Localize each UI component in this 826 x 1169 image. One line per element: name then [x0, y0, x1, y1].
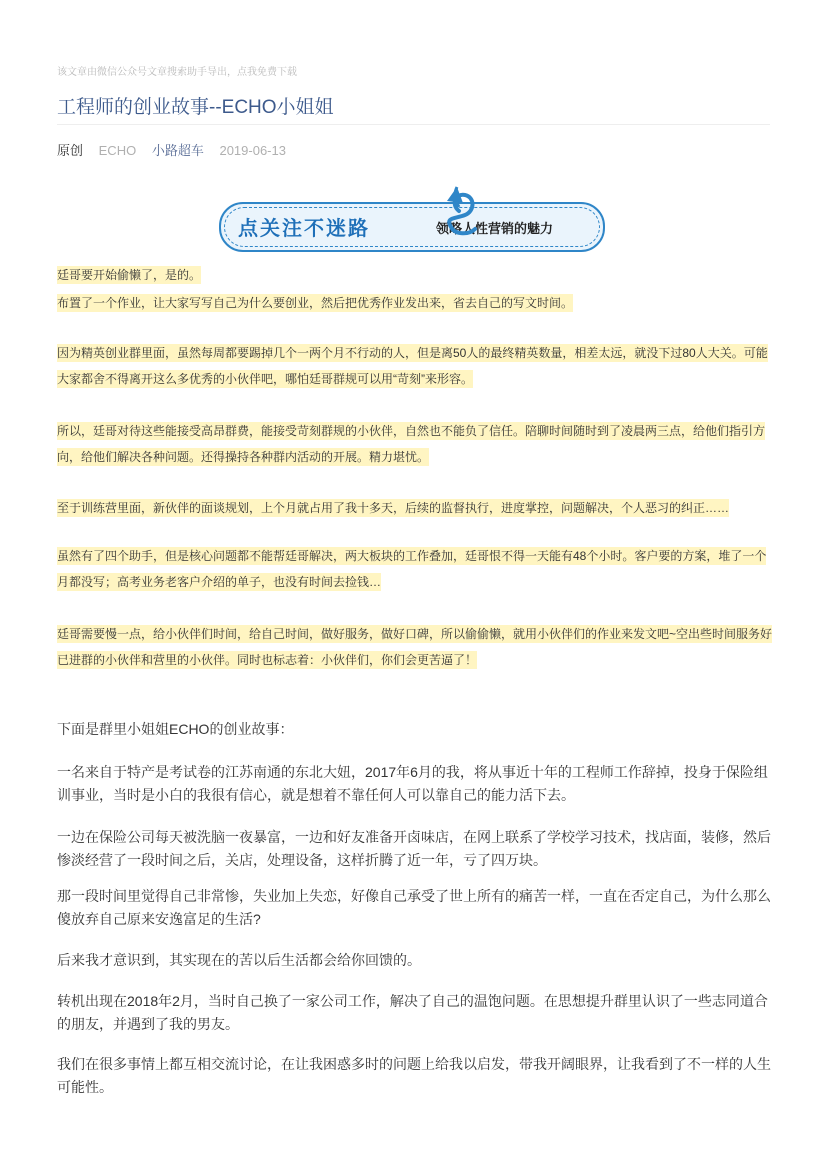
- highlight-text: 布置了一个作业，让大家写写自己为什么要创业，然后把优秀作业发出来，省去自己的写文时间。: [57, 296, 574, 310]
- article-meta: [57, 140, 298, 159]
- export-note-link[interactable]: 该文章由微信公众号文章搜索助手导出，点我免费下载: [57, 67, 297, 78]
- highlight-text: 所以，廷哥对待这些能接受高昂群费，能接受苛刻群规的小伙伴，自然也不能负了信任。陪聊时间随时到了凌晨两三点，给他们指引方向，给他们解决各种问题。还得操持各种群内活动的开展。精力堪忧。: [57, 424, 766, 464]
- story-paragraph-1: 下面是群里小姐姐ECHO的创业故事：: [57, 721, 294, 737]
- highlight-text: 廷哥要开始偷懒了，是的。: [57, 268, 202, 282]
- highlight-text: 虽然有了四个助手，但是核心问题都不能帮廷哥解决，两大板块的工作叠加，廷哥恨不得一天能有48个小时。客户要的方案，堆了一个月都没写；高考业务老客户介绍的单子，也没有时间去捡钱…: [57, 549, 767, 589]
- banner-main-text: 点关注不迷路: [238, 218, 370, 240]
- story-paragraph-5: 后来我才意识到，其实现在的苦以后生活都会给你回馈的。: [57, 952, 421, 968]
- intro-paragraph-4: [57, 418, 773, 470]
- intro-paragraph-3: [57, 340, 773, 392]
- story-paragraph-3: 一边在保险公司每天被洗脑一夜暴富，一边和好友准备开卤味店，在网上联系了学校学习技术，找店面，装修，然后惨淡经营了一段时间之后，关店，处理设备，这样折腾了近一年，亏了四万块。: [57, 829, 771, 868]
- publish-date: 2019-06-13: [219, 143, 286, 158]
- intro-paragraph-7: [57, 621, 773, 673]
- article-title: 工程师的创业故事--ECHO小姐姐: [57, 97, 334, 118]
- story-paragraph-4: 那一段时间里觉得自己非常惨，失业加上失恋，好像自己承受了世上所有的痛苦一样，一直在否定自己，为什么那么傻放弃自己原来安逸富足的生活?: [57, 888, 771, 927]
- intro-paragraph-5: [57, 495, 773, 521]
- highlight-text: 因为精英创业群里面，虽然每周都要踢掉几个一两个月不行动的人，但是离50人的最终精英数量，相差太远，就没下过80人大关。可能大家都舍不得离开这么多优秀的小伙伴吧，哪怕廷哥群规可以用“苛刻”来形容。: [57, 346, 768, 386]
- story-paragraph-6: 转机出现在2018年2月，当时自己换了一家公司工作，解决了自己的温饱问题。在思想提升群里认识了一些志同道合的朋友，并遇到了我的男友。: [57, 993, 768, 1032]
- banner-sub-text: 领略人性营销的魅力: [436, 221, 554, 236]
- arrow-swirl-icon: [219, 183, 605, 253]
- original-tag: 原创: [57, 143, 84, 158]
- story-paragraph-7: 我们在很多事情上都互相交流讨论，在让我困惑多时的问题上给我以启发，带我开阔眼界，让我看到了不一样的人生可能性。: [57, 1056, 771, 1095]
- highlight-text: 廷哥需要慢一点，给小伙伴们时间，给自己时间，做好服务，做好口碑，所以偷偷懒，就用小伙伴们的作业来发文吧~空出些时间服务好已进群的小伙伴和营里的小伙伴。同时也标志着：小伙伴们，你们会更苦逼了！: [57, 627, 773, 667]
- story-paragraph-2: 一名来自于特产是考试卷的江苏南通的东北大妞，2017年6月的我，将从事近十年的工程师工作辞掉，投身于保险组训事业，当时是小白的我很有信心，就是想着不靠任何人可以靠自己的能力活下去。: [57, 764, 768, 803]
- intro-paragraph-6: [57, 543, 773, 595]
- follow-banner: [219, 183, 605, 253]
- title-divider: [57, 124, 770, 125]
- intro-paragraph-1: [57, 262, 773, 288]
- intro-paragraph-2: [57, 290, 773, 316]
- author-name: ECHO: [98, 143, 137, 158]
- account-link[interactable]: 小路超车: [151, 143, 204, 158]
- highlight-text: 至于训练营里面，新伙伴的面谈规划，上个月就占用了我十多天，后续的监督执行，进度掌控，问题解决，个人恶习的纠正……: [57, 501, 730, 515]
